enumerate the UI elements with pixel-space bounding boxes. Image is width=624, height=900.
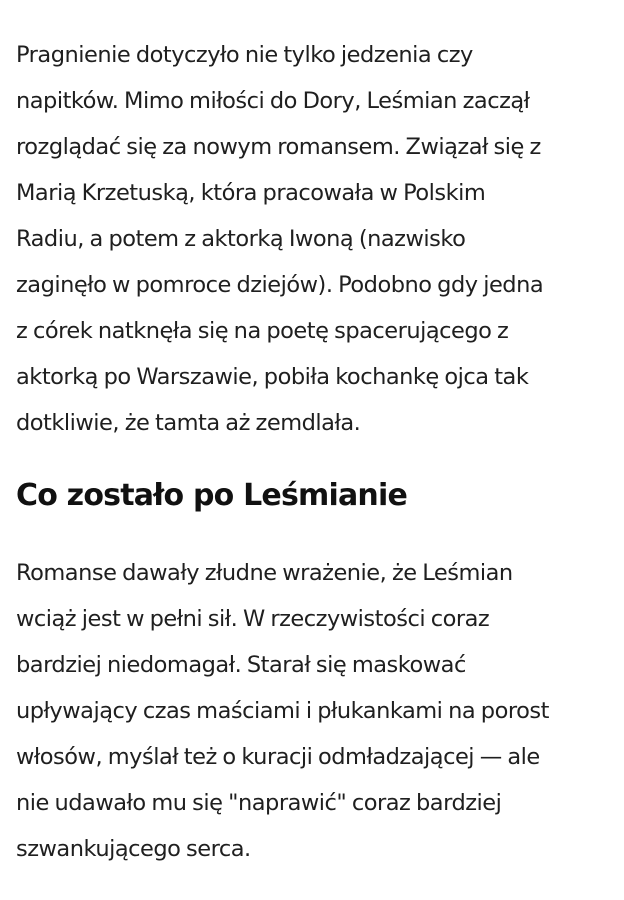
paragraph-line: Marią Krzetuską, która pracowała w Polskim [16, 180, 486, 206]
section-heading: Co zostało po Leśmianie [16, 478, 407, 513]
paragraph-line: Radiu, a potem z aktorką Iwoną (nazwisko [16, 226, 466, 252]
paragraph-line: bardziej niedomagał. Starał się maskować [16, 652, 466, 678]
paragraph-line: Romanse dawały złudne wrażenie, że Leśmian [16, 560, 513, 586]
paragraph-line: wciąż jest w pełni sił. W rzeczywistości coraz [16, 606, 490, 632]
paragraph-line: upływający czas maściami i płukankami na porost [16, 698, 549, 724]
paragraph-romance [16, 32, 610, 446]
paragraph-line: nie udawało mu się "naprawić" coraz bardziej [16, 790, 502, 816]
paragraph-line: napitków. Mimo miłości do Dory, Leśmian zaczął [16, 88, 530, 114]
paragraph-line: zaginęło w pomroce dziejów). Podobno gdy jedna [16, 272, 544, 298]
paragraph-line: aktorką po Warszawie, pobiła kochankę ojca tak [16, 364, 529, 390]
paragraph-line: szwankującego serca. [16, 836, 251, 862]
paragraph-line: dotkliwie, że tamta aż zemdlała. [16, 410, 361, 436]
paragraph-line: Pragnienie dotyczyło nie tylko jedzenia czy [16, 42, 473, 68]
paragraph-line: włosów, myślał też o kuracji odmładzającej — ale [16, 744, 540, 770]
paragraph-health [16, 550, 610, 872]
paragraph-line: rozglądać się za nowym romansem. Związał się z [16, 134, 541, 160]
paragraph-line: z córek natknęła się na poetę spacerującego z [16, 318, 509, 344]
